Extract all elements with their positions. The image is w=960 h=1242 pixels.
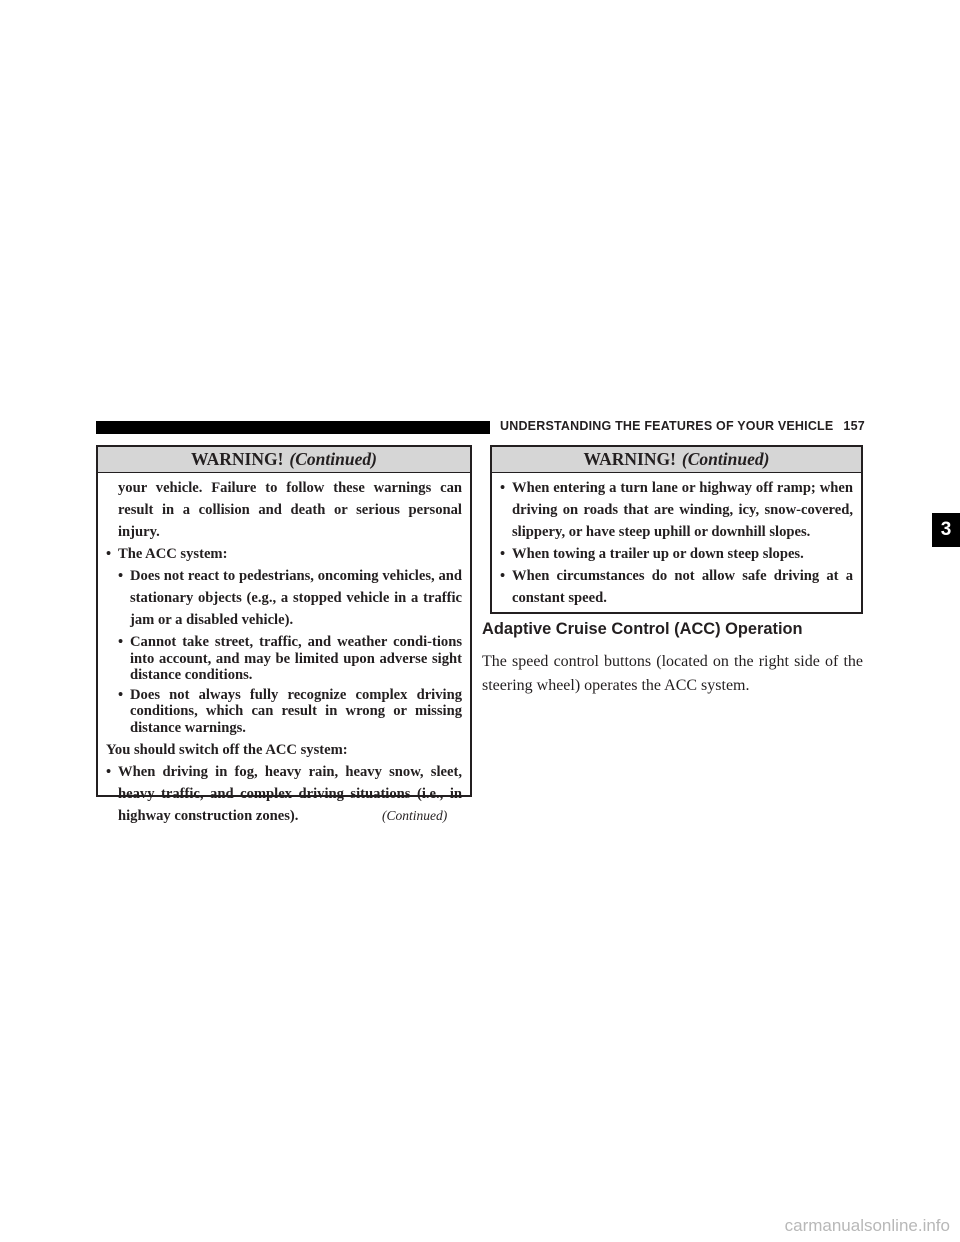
running-title: UNDERSTANDING THE FEATURES OF YOUR VEHICLE (500, 419, 834, 433)
list-item-text: When driving in fog, heavy rain, heavy snow, sleet, heavy traffic, and complex driving situations (i.e., in highway construction zones). (118, 764, 462, 824)
warning-header-left (98, 447, 470, 473)
chapter-tab (932, 513, 960, 547)
list-item-acc-system (106, 543, 462, 565)
bullet-icon: • (500, 480, 506, 496)
bullet-icon: • (118, 686, 124, 703)
bullet-icon: • (118, 568, 124, 584)
list-item (500, 477, 853, 543)
list-item-text: When circumstances do not allow safe driving at a constant speed. (512, 568, 853, 606)
list-item (500, 543, 853, 565)
bullet-icon: • (118, 634, 124, 650)
list-item-sub (106, 565, 462, 631)
warning-box-left (96, 445, 472, 824)
bullet-icon: • (500, 568, 506, 584)
page-number: 157 (843, 419, 865, 433)
warning-box-right (490, 445, 863, 614)
list-item-text: Cannot take street, traffic, and weather condi-tions into account, and may be limited upon adverse sight distance conditions. (130, 634, 462, 683)
list-item-text: The ACC system: (118, 546, 228, 562)
section-heading: Adaptive Cruise Control (ACC) Operation (482, 620, 803, 638)
continued-footer: (Continued) (382, 808, 448, 823)
warning-intro: your vehicle. Failure to follow these warnings can result in a collision and death or serious personal injury. (118, 480, 462, 540)
chapter-number: 3 (940, 519, 952, 540)
list-item-sub (106, 634, 462, 684)
list-item-sub (106, 687, 462, 737)
list-item-text: Does not always fully recognize complex driving conditions, which can result in wrong or missing distance warnings. (130, 686, 462, 736)
warning-title: WARNING! (191, 449, 284, 469)
running-header (500, 419, 865, 433)
watermark-text: carmanualsonline.info (784, 1216, 950, 1235)
warning-continued-label: (Continued) (681, 449, 770, 469)
bullet-icon: • (106, 546, 112, 562)
bullet-icon: • (106, 764, 112, 780)
switch-off-heading: You should switch off the ACC system: (106, 742, 348, 758)
header-rule (96, 421, 490, 434)
body-paragraph: The speed control buttons (located on the right side of the steering wheel) operates the ACC system. (482, 653, 863, 694)
list-item-text: Does not react to pedestrians, oncoming vehicles, and stationary objects (e.g., a stopped vehicle in a traffic jam or a disabled vehicle). (130, 568, 462, 628)
warning-header-right (492, 447, 861, 473)
list-item-text: When towing a trailer up or down steep slopes. (512, 546, 804, 562)
warning-continued-label: (Continued) (289, 449, 377, 469)
bullet-icon: • (500, 546, 506, 562)
warning-body-right (492, 473, 861, 609)
list-item (500, 565, 853, 609)
warning-title: WARNING! (583, 449, 676, 469)
list-item-text: When entering a turn lane or highway off ramp; when driving on roads that are winding, icy, snow-covered, slippery, or have steep uphill or downhill slopes. (512, 480, 853, 540)
warning-body-left (98, 473, 470, 827)
